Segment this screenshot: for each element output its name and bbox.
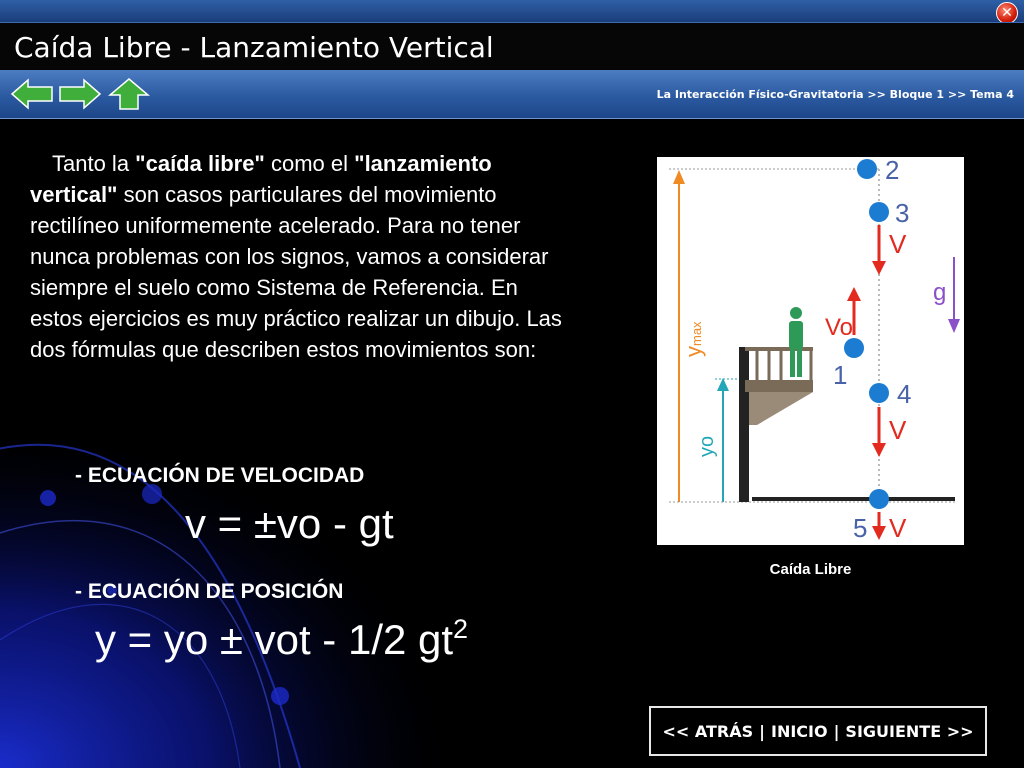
gravity-arrow-head (948, 319, 960, 333)
ball-position-5 (869, 489, 889, 509)
footer-navigation (649, 706, 987, 756)
label-5: 5 (853, 513, 868, 543)
velocity-arrow-3-head (872, 261, 886, 275)
person-icon (789, 307, 803, 377)
ball-position-2 (857, 159, 877, 179)
label-vo: Vo (825, 314, 854, 341)
position-formula-exponent: 2 (453, 614, 469, 644)
position-equation-label: - ECUACIÓN DE POSICIÓN (75, 580, 344, 603)
back-link[interactable]: << ATRÁS (662, 721, 754, 741)
label-1: 1 (833, 360, 848, 390)
velocity-formula: v = ±vo - gt (185, 500, 394, 547)
velocity-arrow-4-head (872, 443, 886, 457)
page-title: Caída Libre - Lanzamiento Vertical (14, 31, 494, 64)
intro-text-part: como el (264, 151, 355, 176)
close-button[interactable] (996, 2, 1018, 24)
balcony-rail-top (745, 347, 813, 351)
close-icon: ✕ (1001, 5, 1013, 21)
title-bar (0, 22, 1024, 71)
label-4: 4 (897, 379, 912, 409)
ymax-label: ymax (681, 321, 706, 357)
balcony-floor (745, 380, 813, 392)
intro-bold-caida-libre: "caída libre" (135, 151, 265, 176)
intro-bold-lanzamiento: "lanzamiento vertical" (30, 151, 492, 207)
ymax-arrow-head (673, 170, 685, 184)
home-link[interactable]: INICIO (770, 721, 828, 741)
label-2: 2 (885, 157, 900, 185)
free-fall-diagram (657, 157, 964, 545)
intro-paragraph (30, 148, 570, 365)
ball-position-1 (844, 338, 864, 358)
figure-caption: Caída Libre (769, 561, 852, 578)
building-wall (739, 347, 749, 502)
ball-position-3 (869, 202, 889, 222)
arrow-left-icon[interactable] (10, 78, 54, 110)
position-formula-main: y = yo ± vot - 1/2 gt (95, 616, 454, 663)
velocity-arrow-5-head (872, 526, 886, 540)
next-link[interactable]: SIGUIENTE >> (845, 721, 974, 741)
footer-separator: | (759, 721, 765, 741)
window-top-strip (0, 0, 1024, 22)
position-formula (95, 614, 468, 664)
velocity-equation-label: - ECUACIÓN DE VELOCIDAD (75, 464, 365, 487)
ball-position-4 (869, 383, 889, 403)
yo-arrow-head (717, 378, 729, 391)
label-3: 3 (895, 198, 910, 228)
arrow-right-icon[interactable] (58, 78, 102, 110)
navigation-bar (0, 70, 1024, 119)
footer-separator: | (833, 721, 840, 741)
intro-text-part: son casos particulares del movimiento rectilíneo uniformemente acelerado. Para no tener nunca problemas con los signos, vamos a considerar siempre el suelo como Sistema de Referencia. En estos ejercicios es muy práctico realizar un dibujo. Las dos fórmulas que describen estos movimientos son: (30, 182, 562, 362)
label-v-3: V (889, 229, 907, 259)
yo-label: yo (696, 435, 718, 457)
balcony-support (749, 392, 813, 425)
arrow-up-icon[interactable] (108, 77, 150, 111)
label-v-4: V (889, 415, 907, 445)
initial-velocity-arrow-head (847, 287, 861, 301)
intro-text-part: Tanto la (52, 151, 136, 176)
label-v-5: V (889, 513, 907, 543)
breadcrumb: La Interacción Físico-Gravitatoria >> Bloque 1 >> Tema 4 (656, 88, 1014, 101)
label-g: g (933, 279, 947, 306)
